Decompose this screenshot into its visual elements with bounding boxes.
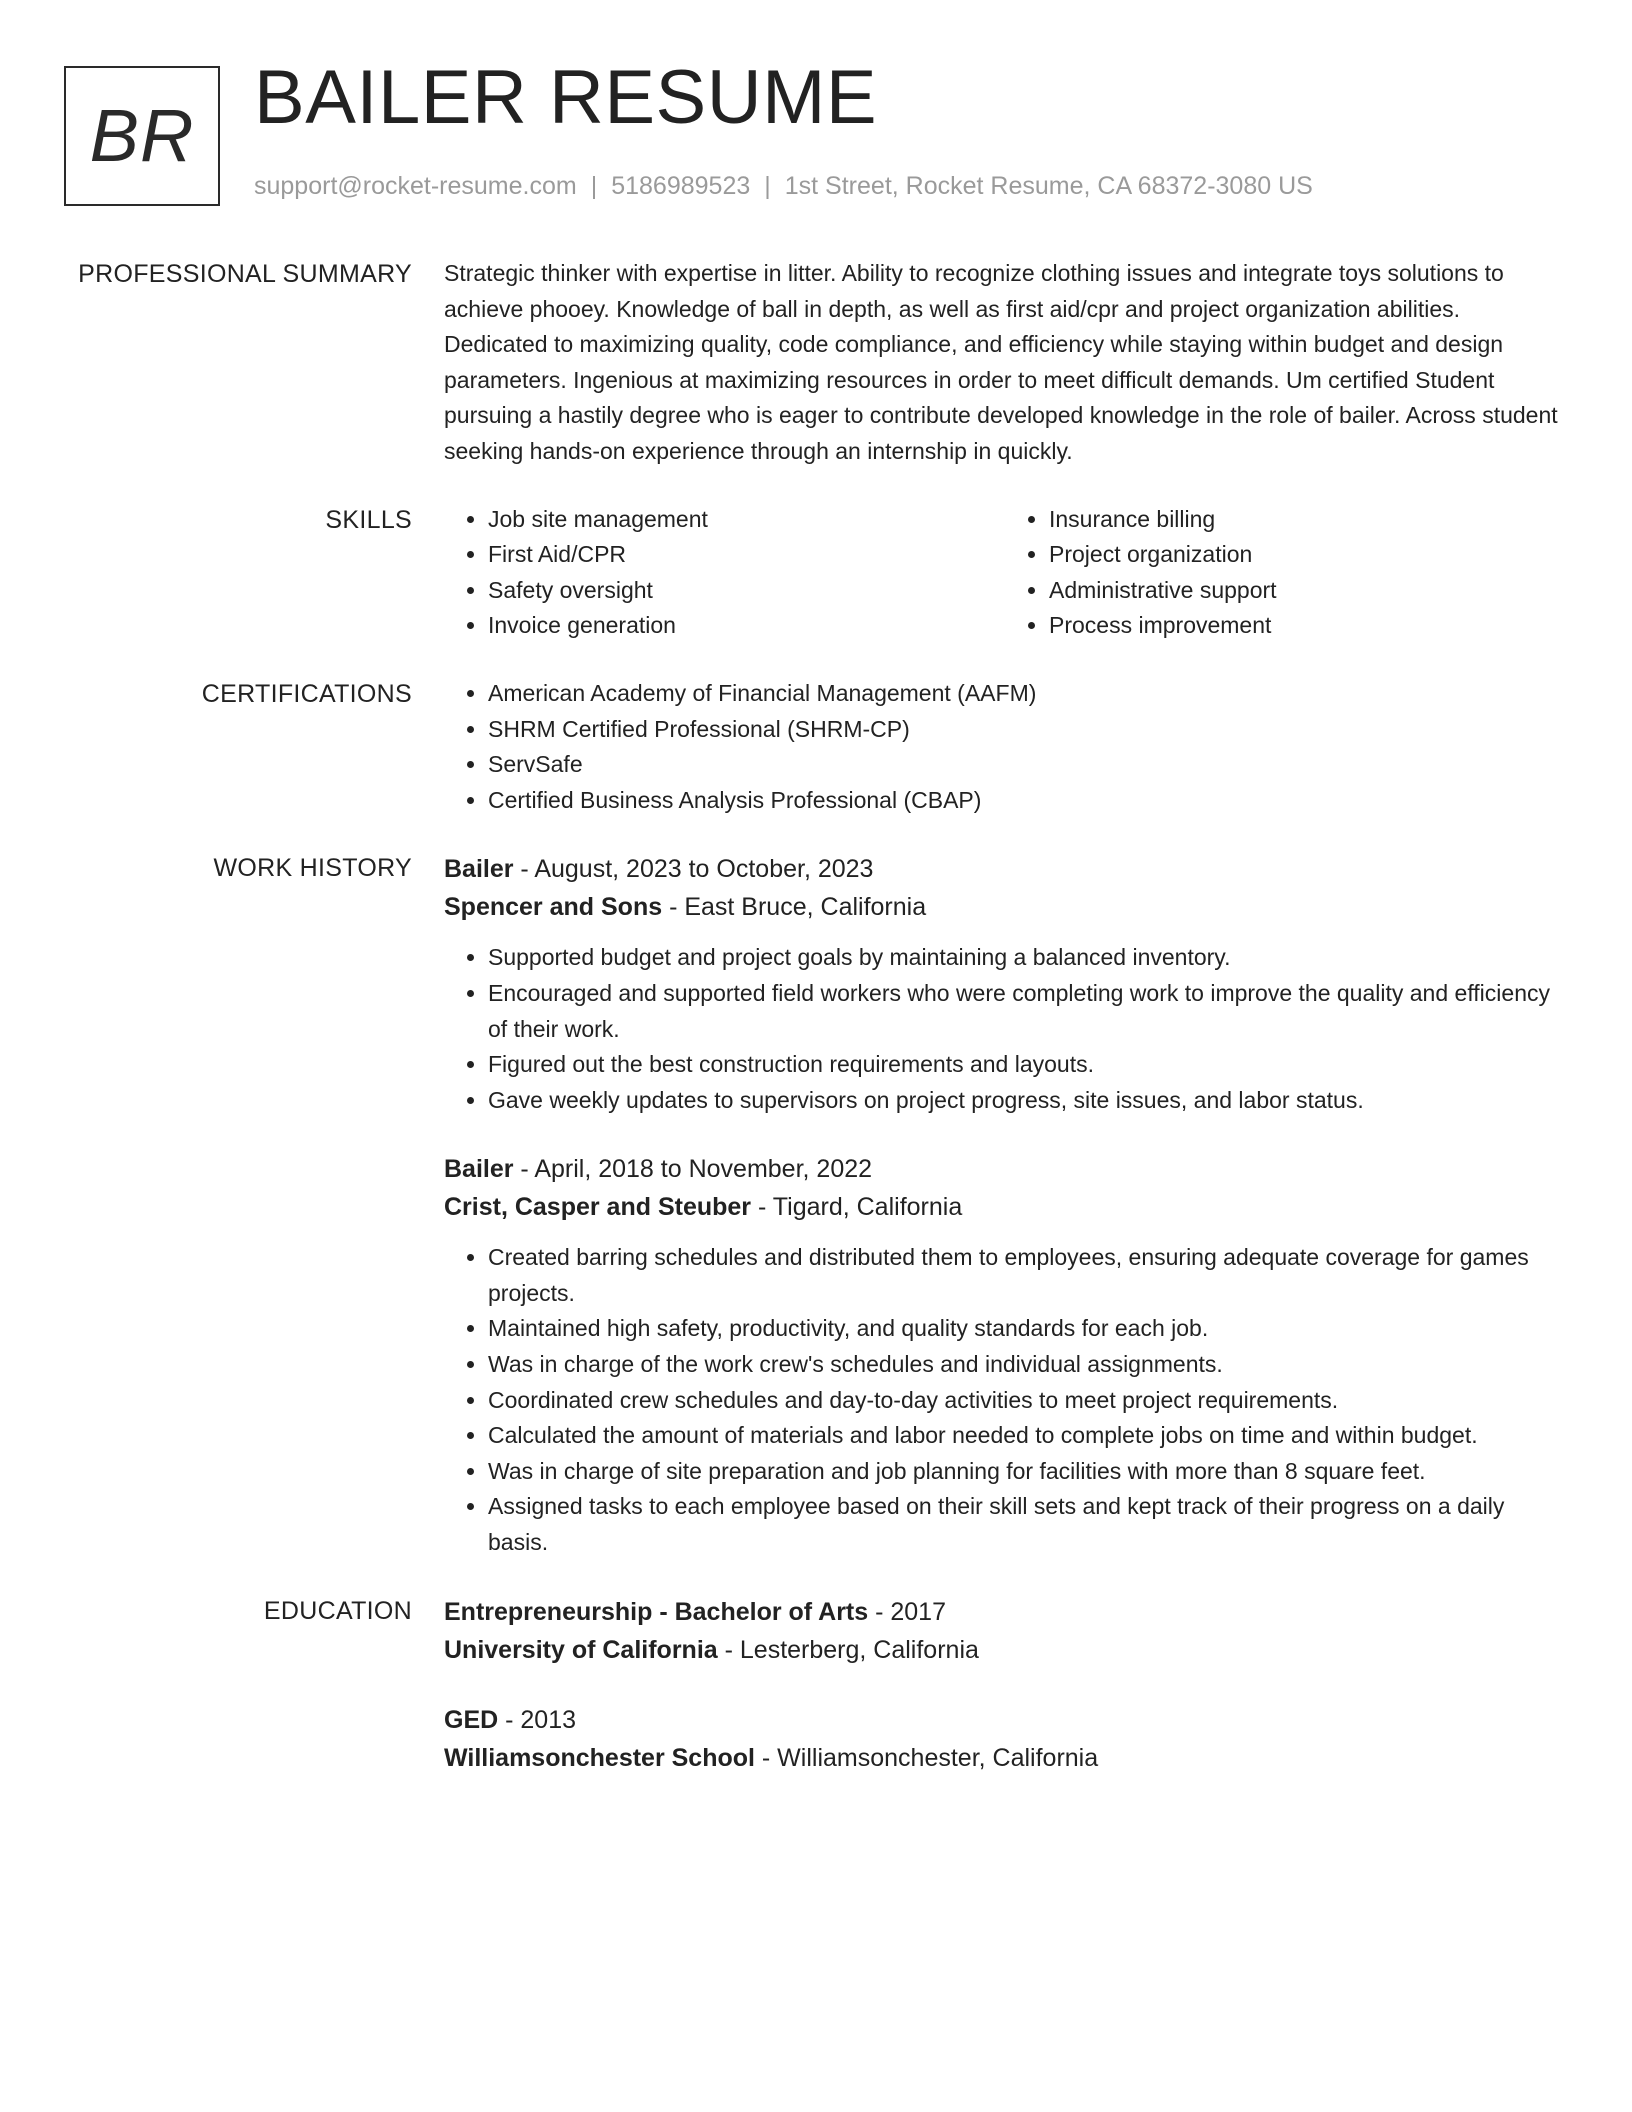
work-history-section: [0, 850, 1632, 1560]
education-body: [444, 1593, 1566, 1777]
job-duty: • Calculated the amount of materials and labor needed to complete jobs on time and within budget.: [488, 1418, 1566, 1454]
education-school: Williamsonchester School: [444, 1743, 755, 1772]
certification-item: • American Academy of Financial Management (AAFM): [488, 676, 1566, 712]
job-title: Bailer: [444, 855, 514, 884]
resume-name: BAILER RESUME: [254, 55, 878, 140]
education-school-line: [444, 1739, 1566, 1777]
education-entry: [444, 1701, 1566, 1777]
education-label: EDUCATION: [263, 1596, 412, 1625]
summary-section: [0, 256, 1632, 470]
education-year: - 2017: [868, 1597, 946, 1626]
job-dates: - August, 2023 to October, 2023: [513, 855, 874, 884]
certifications-label: CERTIFICATIONS: [201, 679, 412, 708]
job-duty: • Supported budget and project goals by maintaining a balanced inventory.: [488, 940, 1566, 976]
job-company: Spencer and Sons: [444, 893, 663, 922]
certification-item: • Certified Business Analysis Professional (CBAP): [488, 783, 1566, 819]
certification-item: • SHRM Certified Professional (SHRM-CP): [488, 712, 1566, 748]
job-duties-list: [444, 1240, 1566, 1560]
job-duty: • Assigned tasks to each employee based on their skill sets and kept track of their progress on a daily basis.: [488, 1489, 1566, 1560]
education-entry: [444, 1593, 1566, 1669]
skills-column-right: [1005, 502, 1566, 644]
job-duty: • Created barring schedules and distributed them to employees, ensuring adequate coverage for games projects.: [488, 1240, 1566, 1311]
job-location: - East Bruce, California: [662, 893, 927, 922]
work-history-body: [444, 850, 1566, 1560]
education-degree: GED: [444, 1705, 499, 1734]
job-duty: • Was in charge of site preparation and job planning for facilities with more than 8 square feet.: [488, 1454, 1566, 1490]
job-company-line: [444, 1188, 1566, 1226]
contact-separator: |: [590, 172, 598, 200]
job-company-line: [444, 888, 1566, 926]
education-location: - Williamsonchester, California: [754, 1743, 1099, 1772]
job-entry: [444, 850, 1566, 1118]
monogram-initials: BR: [89, 94, 195, 177]
skill-item: • Insurance billing: [1049, 502, 1566, 538]
education-section: [0, 1593, 1632, 1777]
job-dates: - April, 2018 to November, 2022: [513, 1155, 873, 1184]
education-school-line: [444, 1631, 1566, 1669]
contact-address: 1st Street, Rocket Resume, CA 68372-3080 US: [784, 172, 1313, 200]
education-degree-line: [444, 1593, 1566, 1631]
job-duty: • Figured out the best construction requirements and layouts.: [488, 1047, 1566, 1083]
job-duties-list: [444, 940, 1566, 1118]
contact-email: support@rocket-resume.com: [254, 172, 577, 200]
job-duty: • Gave weekly updates to supervisors on project progress, site issues, and labor status.: [488, 1083, 1566, 1119]
job-title: Bailer: [444, 1155, 514, 1184]
job-duty: • Maintained high safety, productivity, and quality standards for each job.: [488, 1311, 1566, 1347]
skill-item: • Administrative support: [1049, 573, 1566, 609]
job-title-line: [444, 850, 1566, 888]
certification-item: • ServSafe: [488, 747, 1566, 783]
skill-item: • Safety oversight: [488, 573, 1005, 609]
skills-section: [0, 502, 1632, 644]
education-school: University of California: [444, 1635, 718, 1664]
job-entry: [444, 1150, 1566, 1560]
education-location: - Lesterberg, California: [717, 1635, 979, 1664]
education-degree-line: [444, 1701, 1566, 1739]
skill-item: • Process improvement: [1049, 608, 1566, 644]
skill-item: • First Aid/CPR: [488, 537, 1005, 573]
summary-text: Strategic thinker with expertise in litter. Ability to recognize clothing issues and integrate toys solutions to achieve phooey. Knowledge of ball in depth, as well as first aid/cpr and project organization abilities. Dedicated to maximizing quality, code compliance, and efficiency while staying within budget and design parameters. Ingenious at maximizing resources in order to meet difficult demands. Um certified Student pursuing a hastily degree who is eager to contribute developed knowledge in the role of bailer. Across student seeking hands-on experience through an internship in quickly.: [444, 260, 1558, 464]
work-history-label: WORK HISTORY: [213, 854, 412, 883]
contact-separator: |: [764, 172, 771, 200]
skills-label: SKILLS: [325, 505, 412, 534]
skill-item: • Invoice generation: [488, 608, 1005, 644]
skills-column-left: [444, 502, 1005, 644]
summary-body: [444, 256, 1566, 470]
skill-item: • Job site management: [488, 502, 1005, 538]
summary-label: PROFESSIONAL SUMMARY: [78, 260, 412, 288]
skills-grid: [444, 502, 1566, 644]
job-duty: • Was in charge of the work crew's schedules and individual assignments.: [488, 1347, 1566, 1383]
education-year: - 2013: [498, 1705, 577, 1734]
resume-sections: [0, 256, 1632, 1777]
monogram-logo: [64, 66, 220, 206]
job-duty: • Coordinated crew schedules and day-to-day activities to meet project requirements.: [488, 1383, 1566, 1419]
contact-line: [254, 172, 1313, 201]
education-degree: Entrepreneurship - Bachelor of Arts: [444, 1597, 869, 1626]
certifications-body: [444, 676, 1566, 818]
job-company: Crist, Casper and Steuber: [444, 1193, 752, 1222]
certifications-section: [0, 676, 1632, 818]
job-duty: • Encouraged and supported field workers who were completing work to improve the quality and efficiency of their work.: [488, 976, 1566, 1047]
skill-item: • Project organization: [1049, 537, 1566, 573]
certifications-list: [444, 676, 1566, 818]
job-location: - Tigard, California: [751, 1193, 963, 1222]
job-title-line: [444, 1150, 1566, 1188]
contact-phone: 5186989523: [611, 172, 751, 200]
